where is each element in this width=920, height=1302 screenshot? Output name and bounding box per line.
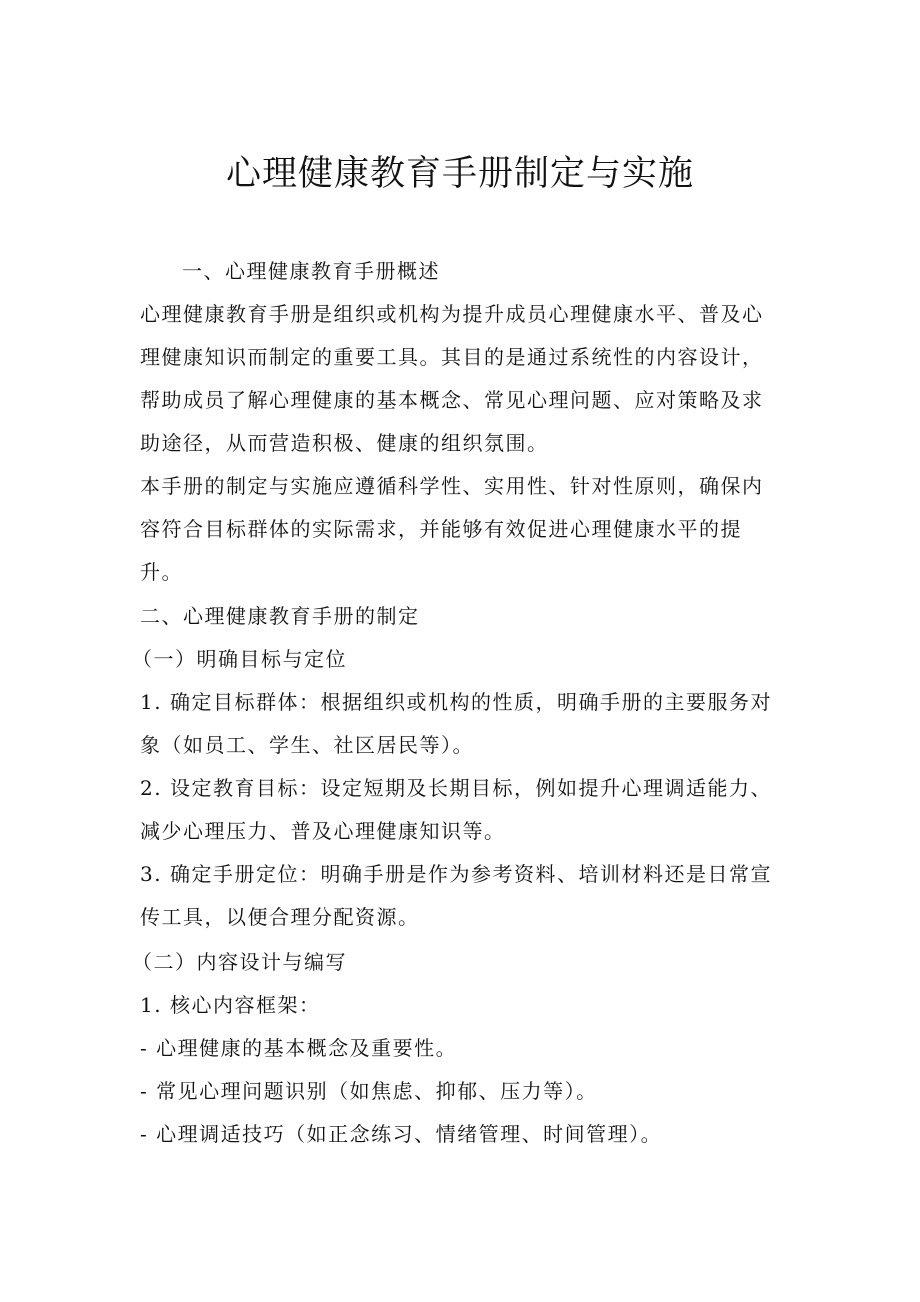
bullet-item-1: - 心理健康的基本概念及重要性。 <box>140 1036 458 1060</box>
paragraph-1-line-1: 心理健康教育手册是组织或机构为提升成员心理健康水平、普及心 <box>140 302 764 326</box>
subsection-2-heading: （二）内容设计与编写 <box>132 950 347 974</box>
bullet-item-3: - 心理调适技巧（如正念练习、情绪管理、时间管理）。 <box>140 1122 663 1146</box>
list-item-1-line-2: 象（如员工、学生、社区居民等）。 <box>140 733 474 757</box>
list-item-1-line-1: 1. 确定目标群体：根据组织或机构的性质，明确手册的主要服务对 <box>140 690 772 714</box>
section-1-heading: 一、心理健康教育手册概述 <box>182 259 440 283</box>
document-title: 心理健康教育手册制定与实施 <box>225 154 694 194</box>
section-2-heading: 二、心理健康教育手册的制定 <box>140 604 420 628</box>
bullet-item-2: - 常见心理问题识别（如焦虑、抑郁、压力等）。 <box>140 1079 598 1103</box>
list-item-2-line-2: 减少心理压力、普及心理健康知识等。 <box>140 819 506 843</box>
list-item-3-line-1: 3. 确定手册定位：明确手册是作为参考资料、培训材料还是日常宣 <box>140 862 772 886</box>
paragraph-2-line-2: 容符合目标群体的实际需求，并能够有效促进心理健康水平的提 <box>140 517 742 541</box>
list-item-2-line-1: 2. 设定教育目标：设定短期及长期目标，例如提升心理调适能力、 <box>140 776 772 800</box>
paragraph-2-line-3: 升。 <box>140 560 183 584</box>
core-content-item: 1. 核心内容框架： <box>140 993 321 1017</box>
paragraph-1-line-3: 帮助成员了解心理健康的基本概念、常见心理问题、应对策略及求 <box>140 388 764 412</box>
list-item-3-line-2: 传工具，以便合理分配资源。 <box>140 905 420 929</box>
subsection-1-heading: （一）明确目标与定位 <box>132 647 347 671</box>
paragraph-1-line-4: 助途径，从而营造积极、健康的组织氛围。 <box>140 431 549 455</box>
paragraph-1-line-2: 理健康知识而制定的重要工具。其目的是通过系统性的内容设计， <box>140 345 764 369</box>
paragraph-2-line-1: 本手册的制定与实施应遵循科学性、实用性、针对性原则，确保内 <box>140 474 764 498</box>
